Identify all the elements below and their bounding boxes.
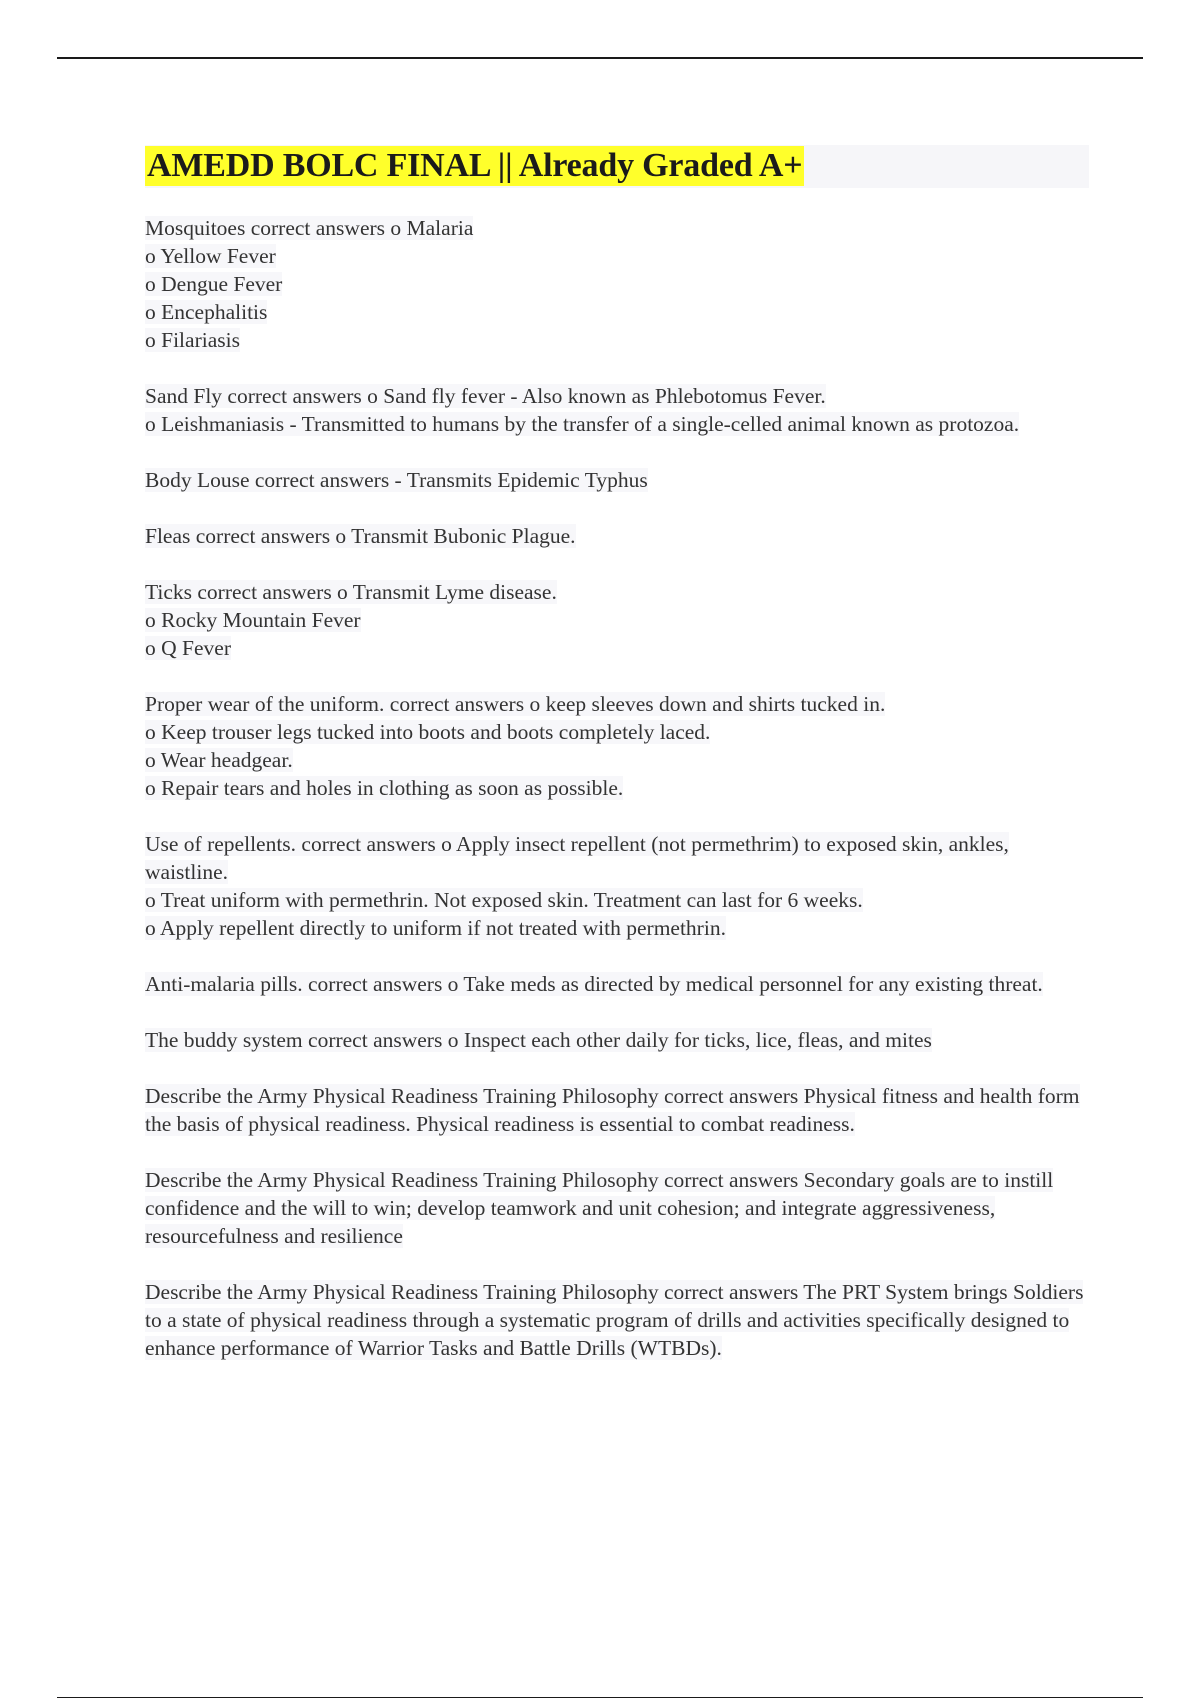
entry-line: o Yellow Fever [145,244,276,268]
entry-anti-malaria [145,970,1085,998]
entry-line: o Rocky Mountain Fever [145,608,361,632]
entry-line: Describe the Army Physical Readiness Training Philosophy correct answers Secondary goals are to instill confidence and the will to win; develop teamwork and unit cohesion; and integrate aggressiveness, resourcefulness and resilience [145,1168,1054,1248]
entry-line: o Apply repellent directly to uniform if not treated with permethrin. [145,916,726,940]
entry-line: Proper wear of the uniform. correct answers o keep sleeves down and shirts tucked in. [145,692,886,716]
entry-line: o Wear headgear. [145,748,293,772]
entry-line: Use of repellents. correct answers o Apply insect repellent (not permethrim) to exposed skin, ankles, waistline. [145,832,1009,884]
entry-line: o Leishmaniasis - Transmitted to humans by the transfer of a single-celled animal known as protozoa. [145,412,1020,436]
top-divider [57,57,1143,59]
entry-line: o Repair tears and holes in clothing as soon as possible. [145,776,624,800]
entry-line: Sand Fly correct answers o Sand fly fever - Also known as Phlebotomus Fever. [145,384,826,408]
entry-line: The buddy system correct answers o Inspect each other daily for ticks, lice, fleas, and mites [145,1028,932,1052]
entry-prt-philosophy-2 [145,1166,1085,1250]
entry-line: o Q Fever [145,636,231,660]
document-title: AMEDD BOLC FINAL || Already Graded A+ [147,147,803,184]
entry-uniform-wear [145,690,1085,802]
entry-ticks [145,578,1085,662]
entry-line: Anti-malaria pills. correct answers o Take meds as directed by medical personnel for any existing threat. [145,972,1043,996]
entry-line: Describe the Army Physical Readiness Training Philosophy correct answers The PRT System brings Soldiers to a state of physical readiness through a systematic program of drills and activities specifically designed to enhance performance of Warrior Tasks and Battle Drills (WTBDs). [145,1280,1084,1360]
entry-line: Body Louse correct answers - Transmits Epidemic Typhus [145,468,648,492]
entry-line: o Treat uniform with permethrin. Not exposed skin. Treatment can last for 6 weeks. [145,888,863,912]
entry-sand-fly [145,382,1085,438]
entry-prt-philosophy-1 [145,1082,1085,1138]
entry-buddy-system [145,1026,1085,1054]
entry-line: o Keep trouser legs tucked into boots and boots completely laced. [145,720,711,744]
entry-line: Describe the Army Physical Readiness Training Philosophy correct answers Physical fitness and health form the basis of physical readiness. Physical readiness is essential to combat readiness. [145,1084,1080,1136]
entry-prt-philosophy-3 [145,1278,1085,1362]
entry-line: o Filariasis [145,328,240,352]
entry-repellents [145,830,1085,942]
entry-line: Fleas correct answers o Transmit Bubonic Plague. [145,524,576,548]
entry-line: Mosquitoes correct answers o Malaria [145,216,474,240]
entry-line: o Dengue Fever [145,272,283,296]
entry-fleas [145,522,1085,550]
entry-line: Ticks correct answers o Transmit Lyme disease. [145,580,557,604]
entry-mosquitoes [145,214,1085,354]
document-body [145,214,1085,1390]
bottom-divider [57,1697,1143,1698]
entry-body-louse [145,466,1085,494]
entry-line: o Encephalitis [145,300,268,324]
